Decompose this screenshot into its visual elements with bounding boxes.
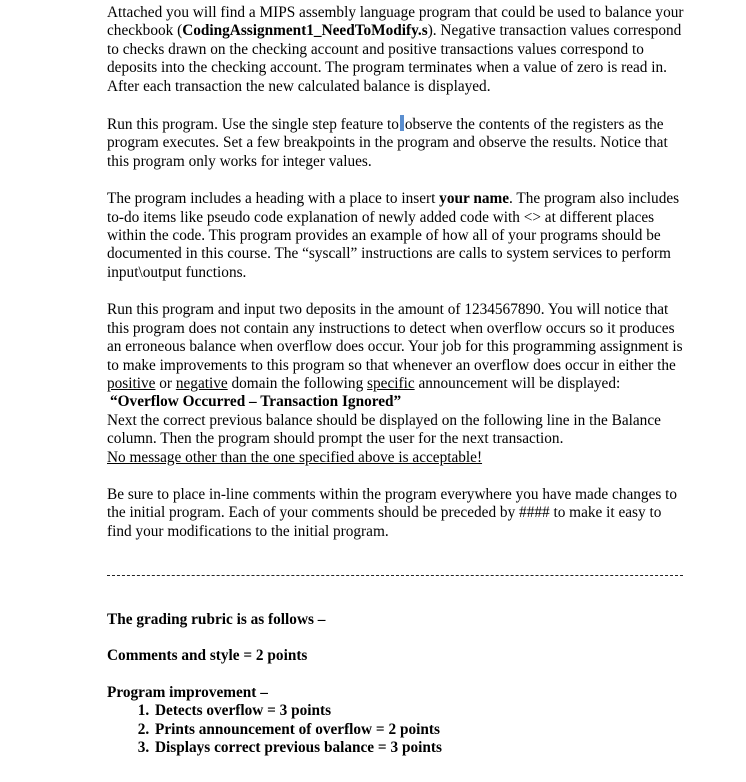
intro-paragraph (107, 4, 687, 96)
overflow-text-2: domain the following (227, 374, 368, 392)
overflow-paragraph (107, 301, 687, 467)
program-filename: CodingAssignment1_NeedToModify.s (182, 22, 428, 40)
rubric-item: 3. Displays correct previous balance = 3 points (153, 739, 687, 757)
acceptable-warning: No message other than the one specified above is acceptable! (107, 448, 483, 466)
heading-paragraph (107, 190, 687, 282)
rubric-heading: The grading rubric is as follows – (107, 611, 326, 628)
run-text-2: observe the contents of the registers as the program executes. Set a few breakpoints in the program and observe the results. Notice that this program only works for integer values. (107, 116, 668, 170)
overflow-text-1: Run this program and input two deposits in the amount of 1234567890. You will notice that this program does not contain any instructions to detect when overflow occurs so it produces an erroneous balance when overflow does occur. Your job for this programming assignment is to make improvements to this program so that whenever an overflow does occur in either the (107, 301, 683, 374)
rubric-list (107, 702, 687, 757)
rubric-comments: Comments and style = 2 points (107, 647, 308, 665)
rubric-improvement: Program improvement – (107, 683, 268, 701)
comments-paragraph: Be sure to place in-line comments within the program everywhere you have made changes to the initial program. Each of your comments should be preceded by #### to make it easy to find your modifications to the initial program. (107, 485, 678, 540)
positive-underlined: positive (107, 374, 156, 392)
assignment-document (107, 4, 687, 560)
overflow-or: or (155, 374, 176, 392)
your-name-emphasis: your name (439, 190, 510, 208)
run-paragraph (107, 115, 687, 171)
rubric-item: 2. Prints announcement of overflow = 2 points (153, 721, 687, 739)
heading-text-2: . The program also includes to-do items like pseudo code explanation of newly added code with <> at different places within the code. This program provides an example of how all of your programs should be documented in this course. The “syscall” instructions are calls to system services to perform input\output functions. (107, 190, 680, 281)
dashed-divider (107, 575, 683, 576)
overflow-followup: Next the correct previous balance should be displayed on the following line in the Balance column. Then the program should prompt the user for the next transaction. (107, 411, 661, 448)
overflow-message-quote: “Overflow Occurred – Transaction Ignored” (110, 393, 402, 411)
rubric-item: 1. Detects overflow = 3 points (153, 702, 687, 720)
intro-text-2: ). Negative transaction values correspond to checks drawn on the checking account and positive transactions values correspond to deposits into the checking account. The program terminates when a value of zero is read in. After each transaction the new calculated balance is displayed. (107, 22, 682, 95)
negative-underlined: negative (175, 374, 228, 392)
intro-text-1: Attached you will find a MIPS assembly language program that could be used to balance your checkbook ( (107, 4, 684, 40)
text-cursor (400, 115, 404, 131)
run-text-1: Run this program. Use the single step feature to (107, 116, 399, 134)
grading-rubric (107, 611, 687, 757)
specific-underlined: specific (367, 374, 415, 392)
heading-text-1: The program includes a heading with a place to insert (107, 190, 440, 208)
overflow-text-3: announcement will be displayed: (414, 374, 621, 392)
overflow-body (107, 301, 687, 393)
